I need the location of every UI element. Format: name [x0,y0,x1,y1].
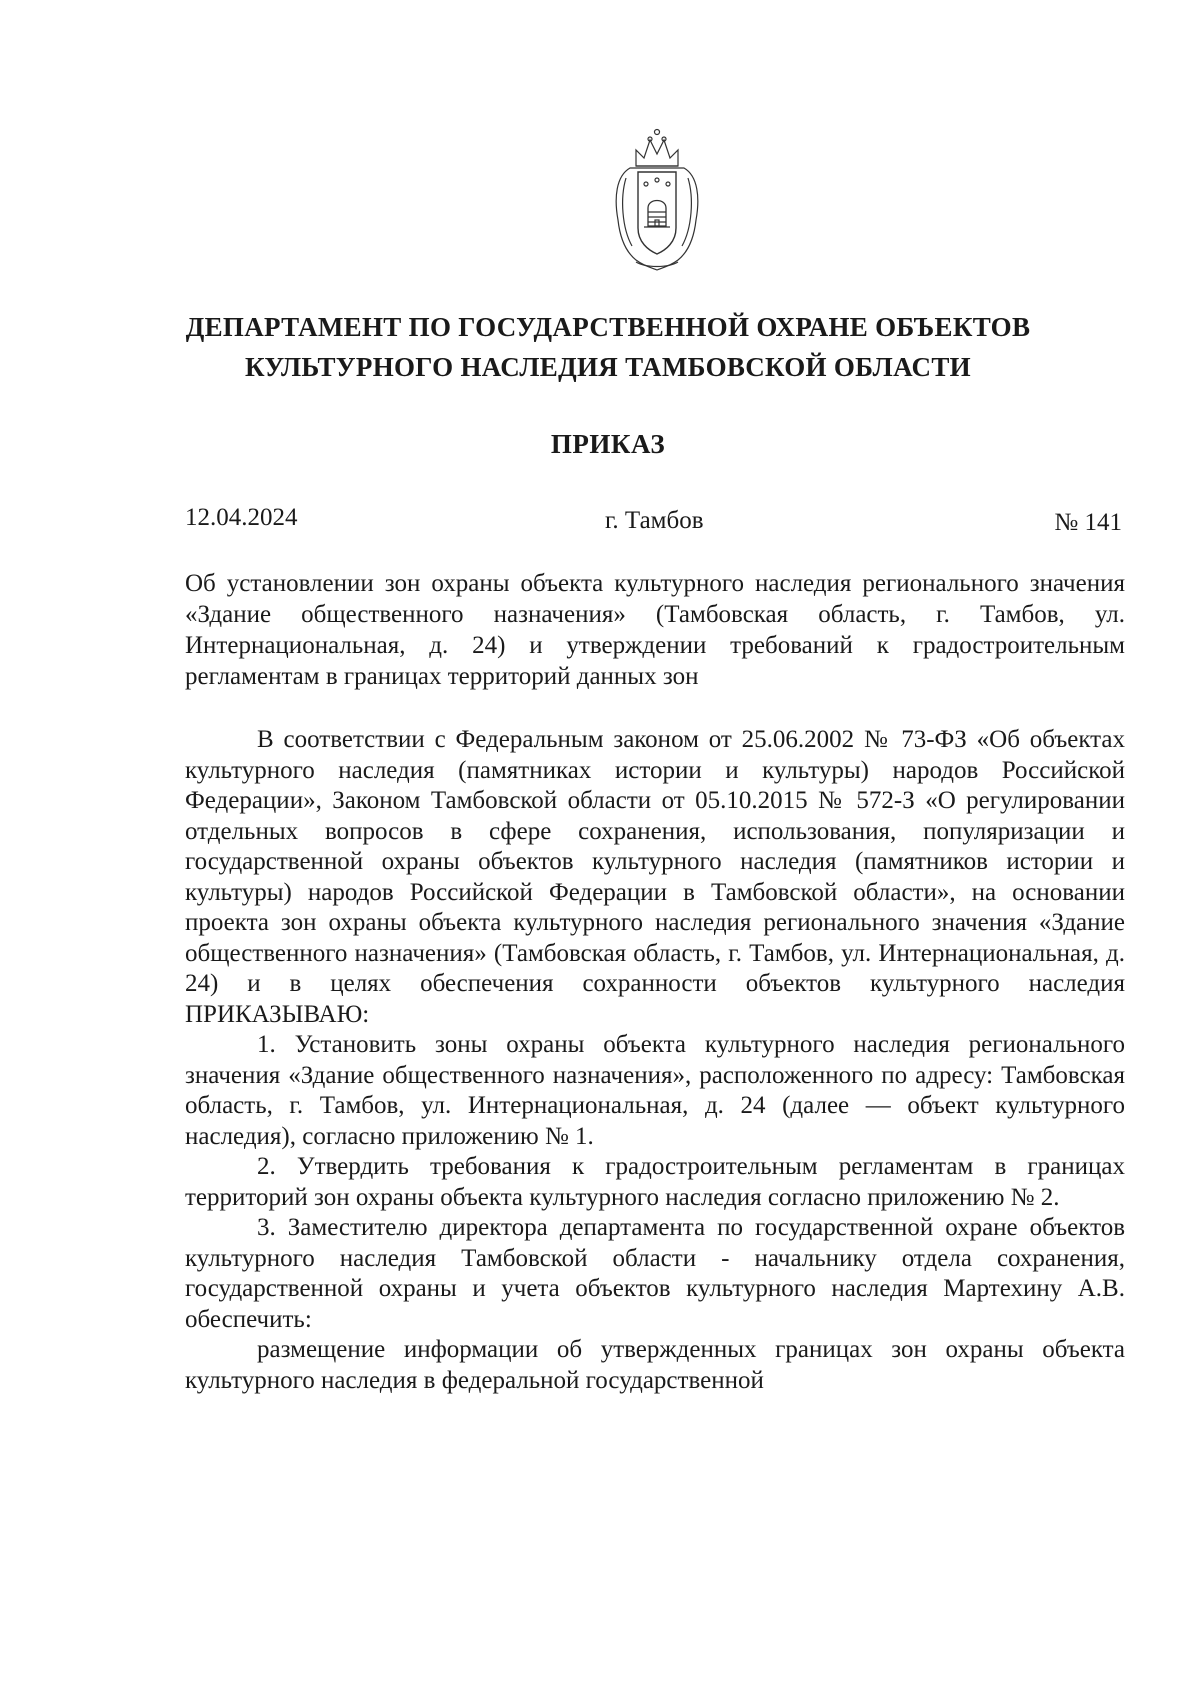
order-item-1: 1. Установить зоны охраны объекта культурного наследия регионального значения «Здание общественного назначения», расположенного по адресу: Тамбовская область, г. Тамбов, ул. Интернациональная, д. 24 (далее — объект культурного наследия), согласно приложению № 1. [185,1031,1125,1150]
order-item-3-sub: размещение информации об утвержденных границах зон охраны объекта культурного наследия в федеральной государственной [185,1336,1125,1394]
document-subject: Об установлении зон охраны объекта культурного наследия регионального значения «Здание общественного назначения» (Тамбовская область, г. Тамбов, ул. Интернациональная, д. 24) и утверждении требований к градостроительным регламентам в границах территорий данных зон [185,570,1125,690]
tambov-coat-of-arms-icon [606,128,708,274]
department-title-line2: КУЛЬТУРНОГО НАСЛЕДИЯ ТАМБОВСКОЙ ОБЛАСТИ [245,352,971,382]
department-title [150,307,1066,387]
document-meta-row [185,500,1122,536]
document-number: № 141 [1054,509,1122,536]
document-body [185,725,1125,1396]
order-item-3: 3. Заместителю директора департамента по государственной охране объектов культурного наследия Тамбовской области - начальнику отдела сохранения, государственной охраны и учета объектов культурного наследия Мартехину А.В. обеспечить: [185,1214,1125,1333]
document-type: ПРИКАЗ [550,429,666,459]
preamble-paragraph: В соответствии с Федеральным законом от 25.06.2002 № 73-ФЗ «Об объектах культурного наследия (памятниках истории и культуры) народов Российской Федерации», Законом Тамбовской области от 05.10.2015 № 572-З «О регулировании отдельных вопросов в сфере сохранения, использования, популяризации и государственной охраны объектов культурного наследия (памятников истории и культуры) народов Российской Федерации в Тамбовской области», на основании проекта зон охраны объекта культурного наследия регионального значения «Здание общественного назначения» (Тамбовская область, г. Тамбов, ул. Интернациональная, д. 24) и в целях обеспечения сохранности объектов культурного наследия ПРИКАЗЫВАЮ: [185,726,1125,1028]
order-item-2: 2. Утвердить требования к градостроительным регламентам в границах территорий зон охраны объекта культурного наследия согласно приложению № 2. [185,1153,1125,1211]
department-title-line1: ДЕПАРТАМЕНТ ПО ГОСУДАРСТВЕННОЙ ОХРАНЕ ОБЪЕКТОВ [185,312,1031,342]
document-city: г. Тамбов [605,507,704,534]
document-date: 12.04.2024 [185,504,298,531]
